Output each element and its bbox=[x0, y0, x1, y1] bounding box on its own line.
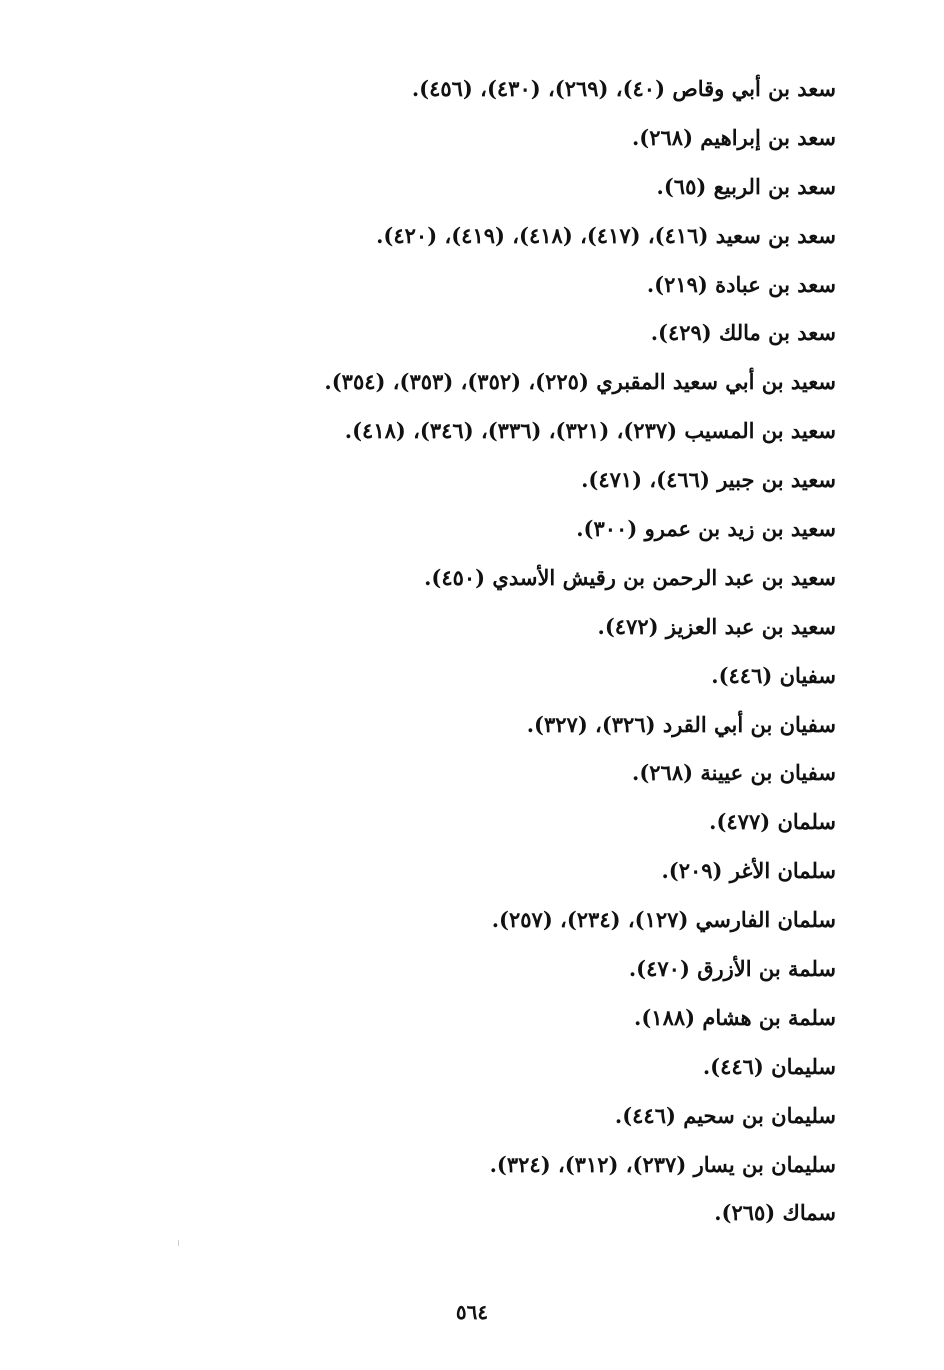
index-entry: سعيد بن عبد الرحمن بن رقيش الأسدي (٤٥٠). bbox=[424, 564, 836, 590]
index-entry: سفيان بن عيينة (٢٦٨). bbox=[632, 760, 836, 786]
page-number: ٥٦٤ bbox=[455, 1300, 489, 1324]
index-entry: سلمان الأغر (٢٠٩). bbox=[661, 858, 836, 884]
index-entry: سليمان بن يسار (٢٣٧)، (٣١٢)، (٣٢٤). bbox=[489, 1151, 836, 1177]
index-entry: سعد بن الربيع (٦٥). bbox=[656, 173, 836, 199]
index-entry: سفيان (٤٤٦). bbox=[711, 662, 836, 688]
index-entry: سليمان بن سحيم (٤٤٦). bbox=[614, 1102, 836, 1128]
index-entry: سعد بن أبي وقاص (٤٠)، (٢٦٩)، (٤٣٠)، (٤٥٦). bbox=[411, 76, 836, 101]
index-entry: سلمة بن الأزرق (٤٧٠). bbox=[628, 956, 836, 982]
index-entry: سعيد بن جبير (٤٦٦)، (٤٧١). bbox=[581, 467, 836, 493]
index-entry: سعيد بن المسيب (٢٣٧)، (٣٢١)، (٣٣٦)، (٣٤٦)، (٤١٨). bbox=[344, 418, 836, 444]
index-entry: سفيان بن أبي القرد (٣٢٦)، (٣٢٧). bbox=[526, 711, 836, 737]
index-entry: سعيد بن أبي سعيد المقبري (٢٢٥)، (٣٥٢)، (٣٥٣)، (٣٥٤). bbox=[324, 369, 836, 395]
index-entry: سلمان الفارسي (١٢٧)، (٢٣٤)، (٢٥٧). bbox=[491, 907, 836, 933]
index-entry: سعد بن مالك (٤٢٩). bbox=[650, 320, 836, 346]
index-entry: سعيد بن عبد العزيز (٤٧٢). bbox=[597, 613, 836, 639]
name-index-list bbox=[136, 70, 836, 1243]
index-entry: سعد بن سعيد (٤١٦)، (٤١٧)، (٤١٨)، (٤١٩)، (٤٢٠). bbox=[376, 222, 836, 248]
index-entry: سماك (٢٦٥). bbox=[714, 1200, 836, 1226]
index-entry: سليمان (٤٤٦). bbox=[702, 1053, 836, 1079]
index-entry: سلمة بن هشام (١٨٨). bbox=[634, 1004, 836, 1030]
index-entry: سعد بن إبراهيم (٢٦٨). bbox=[631, 124, 836, 150]
index-entry: سعد بن عبادة (٢١٩). bbox=[646, 271, 836, 297]
index-entry: سلمان (٤٧٧). bbox=[709, 809, 836, 835]
index-entry: سعيد بن زيد بن عمرو (٣٠٠). bbox=[576, 516, 836, 542]
scan-mark bbox=[178, 1240, 179, 1246]
